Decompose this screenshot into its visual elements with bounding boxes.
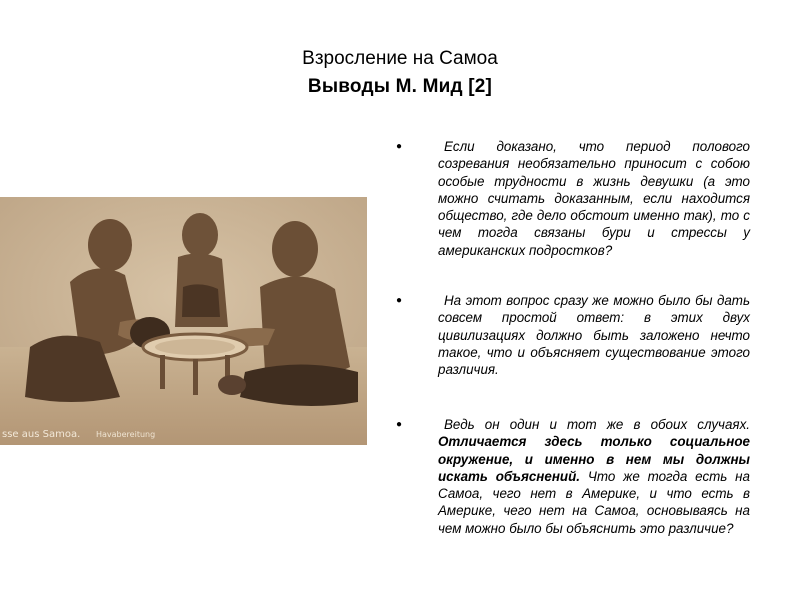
bullet-text-3-end: Что же тогда есть на Самоа, чего нет в Америке, и что есть в Америке, чего нет на Самоа, основываясь на чем можно было бы объяснить это различие? <box>438 468 750 536</box>
bullet-item-1 <box>392 138 750 292</box>
slide-subtitle: Выводы М. Мид [2] <box>307 76 493 97</box>
bullet-text-3-emphasis: Отличается здесь только социальное окружение, и именно в нем мы должны искать объяснений. <box>438 434 750 484</box>
bullet-list <box>392 138 750 537</box>
bullet-dot-icon: ● <box>396 141 403 152</box>
bullet-dot-icon: ● <box>396 295 403 306</box>
bullet-text-1: Если доказано, что период полового созревания необязательно приносит с собою особые трудности в жизнь девушки (а это можно считать доказанным, если находится общество, где дело обстоит именно так), то с чем тогда связаны бури и стрессы у американских подростков? <box>438 139 750 258</box>
samoa-girls-photo <box>0 197 367 445</box>
bullet-text-2: На этот вопрос сразу же можно было бы дать совсем простой ответ: в этих двух цивилизациях должно быть заложено нечто такое, что и объясняет существование этого различия. <box>438 293 750 378</box>
bullet-text-3-start: Ведь он один и тот же в обоих случаях. <box>444 417 750 432</box>
bullet-item-2 <box>392 292 750 416</box>
bullet-item-3 <box>392 416 750 537</box>
photo-caption-right: Havabereitung <box>96 430 156 439</box>
bullet-dot-icon: ● <box>396 419 403 430</box>
slide-title: Взросление на Самоа <box>302 48 498 69</box>
photo-caption-left: sse aus Samoa. <box>2 429 81 440</box>
